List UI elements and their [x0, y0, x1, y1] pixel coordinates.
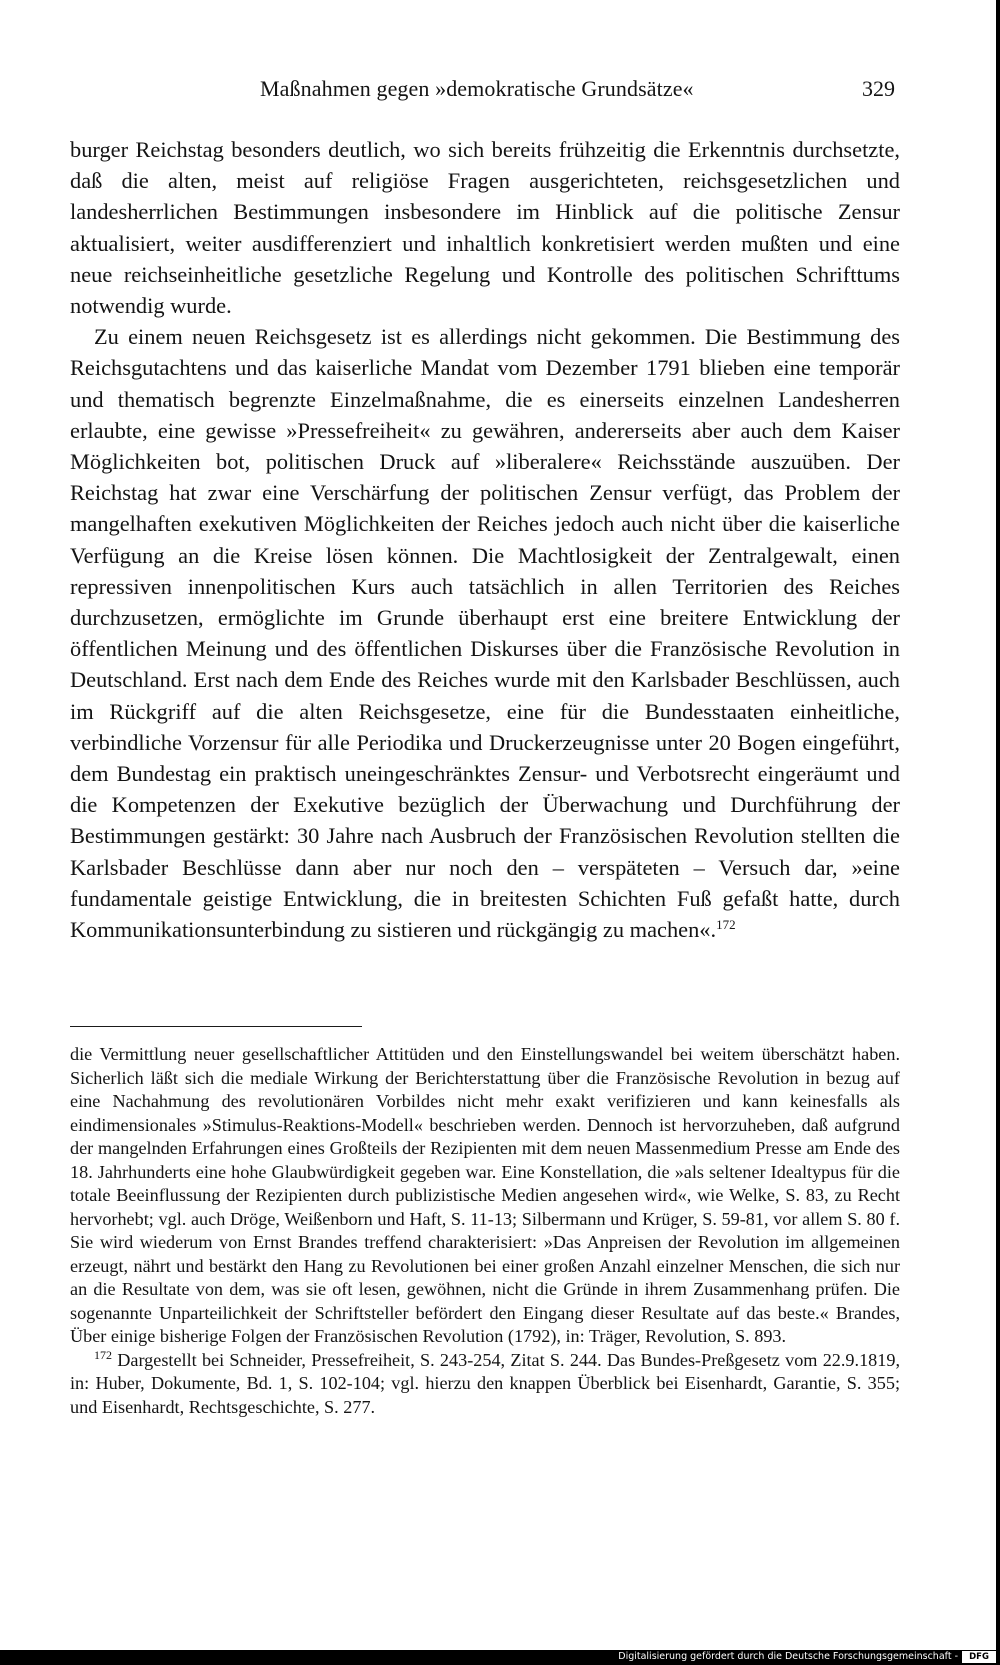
body-text	[70, 134, 900, 945]
body-paragraph	[70, 321, 900, 945]
footnotes	[70, 1043, 900, 1419]
body-paragraph-text: Zu einem neuen Reichsgesetz ist es allerdings nicht gekommen. Die Bestimmung des Reichsgutachtens und das kaiserliche Mandat vom Dezember 1791 blieben eine temporär und thematisch begrenzte Einzelmaßnahme, die es einerseits einzelnen Landesherren erlaubte, eine gewisse »Pressefreiheit« zu gewähren, andererseits aber auch dem Kaiser Möglichkeiten bot, politischen Druck auf »liberalere« Reichsstände auszuüben. Der Reichstag hat zwar eine Verschärfung der politischen Zensur verfügt, das Problem der mangelhaften exekutiven Möglichkeiten der Reiches jedoch auch nicht über die kaiserliche Verfügung an die Kreise lösen können. Die Machtlosigkeit der Zentralgewalt, einen repressiven innenpolitischen Kurs auch tatsächlich in allen Territorien des Reiches durchzusetzen, ermöglichte im Grunde überhaupt erst eine breitere Entwicklung der öffentlichen Meinung und des öffentlichen Diskurses über die Französische Revolution in Deutschland. Erst nach dem Ende des Reiches wurde mit den Karlsbader Beschlüssen, auch im Rückgriff auf die alten Reichsgesetze, eine für die Bundesstaaten einheitliche, verbindliche Vorzensur für alle Periodika und Druckerzeugnisse unter 20 Bogen eingeführt, dem Bundestag ein praktisch uneingeschränktes Zensur- und Verbotsrecht eingeräumt und die Kompetenzen der Exekutive bezüglich der Überwachung und Durchführung der Bestimmungen gestärkt: 30 Jahre nach Ausbruch der Französischen Revolution stellten die Karlsbader Beschlüsse dann aber nur noch den – verspäteten – Versuch dar, »eine fundamentale geistige Entwicklung, die in breitesten Schichten Fuß gefaßt hatte, durch Kommunikationsunterbindung zu sistieren und rückgängig zu machen«.	[70, 324, 900, 943]
page-number: 329	[862, 76, 895, 101]
credit-bar	[0, 1650, 1000, 1665]
footnote-number: 172	[94, 1347, 112, 1362]
footnote-text: Dargestellt bei Schneider, Pressefreiheit, S. 243-254, Zitat S. 244. Das Bundes-Preßgesetz vom 22.9.1819, in: Huber, Dokumente, Bd. 1, S. 102-104; vgl. hierzu den knappen Überblick bei Eisenhardt, Garantie, S. 355; und Eisenhardt, Rechtsgeschichte, S. 277.	[70, 1349, 900, 1417]
footnote-marker[interactable]: 172	[716, 917, 736, 933]
running-title: Maßnahmen gegen »demokratische Grundsätze«	[260, 76, 694, 101]
footnote-172	[70, 1349, 900, 1420]
body-paragraph: burger Reichstag besonders deutlich, wo sich bereits frühzeitig die Erkenntnis durchsetzte, daß die alten, meist auf religiöse Fragen ausgerichteten, reichsgesetzlichen und landesherrlichen Bestimmungen insbesondere im Hinblick auf die politische Zensur aktualisiert, weiter ausdifferenziert und inhaltlich konkretisiert werden mußten und eine neue reichseinheitliche gesetzliche Regelung und Kontrolle des politischen Schrifttums notwendig wurde.	[70, 137, 900, 319]
funding-credit: Digitalisierung gefördert durch die Deutsche Forschungsgemeinschaft -	[618, 1651, 958, 1662]
dfg-logo-icon: DFG	[962, 1651, 996, 1663]
footnote-continuation: die Vermittlung neuer gesellschaftlicher Attitüden und den Einstellungswandel bei weitem überschätzt haben. Sicherlich läßt sich die mediale Wirkung der Berichterstattung über die Französische Revolution in bezug auf eine Nachahmung des revolutionären Vorbildes nicht mehr exakt verifizieren und kann keinesfalls als eindimensionales »Stimulus-Reaktions-Modell« beschrieben werden. Dennoch ist hervorzuheben, daß aufgrund der mangelnden Erfahrungen eines Großteils der Rezipienten mit dem neuen Massenmedium Presse am Ende des 18. Jahrhunderts eine hohe Glaubwürdigkeit gegeben war. Eine Konstellation, die »als seltener Idealtypus für die totale Beeinflussung der Rezipienten durch publizistische Medien angesehen wird«, wie Welke, S. 83, zu Recht hervorhebt; vgl. auch Dröge, Weißenborn und Haft, S. 11-13; Silbermann und Krüger, S. 59-81, vor allem S. 80 f. Sie wird wiederum von Ernst Brandes treffend charakterisiert: »Das Anpreisen der Revolution im allgemeinen erzeugt, nährt und bestärkt den Hang zu Revolutionen bei einer großen Anzahl einzelner Menschen, die sich nur an die Resultate von dem, was sie oft lesen, gewöhnen, nicht die Gründe in ihrem Zusammenhang prüfen. Die sogenannte Unparteilichkeit der Schriftsteller befördert den Eingang dieser Resultate auf das beste.« Brandes, Über einige bisherige Folgen der Französischen Revolution (1792), in: Träger, Revolution, S. 893.	[70, 1044, 900, 1346]
footnote-rule	[70, 1026, 362, 1027]
